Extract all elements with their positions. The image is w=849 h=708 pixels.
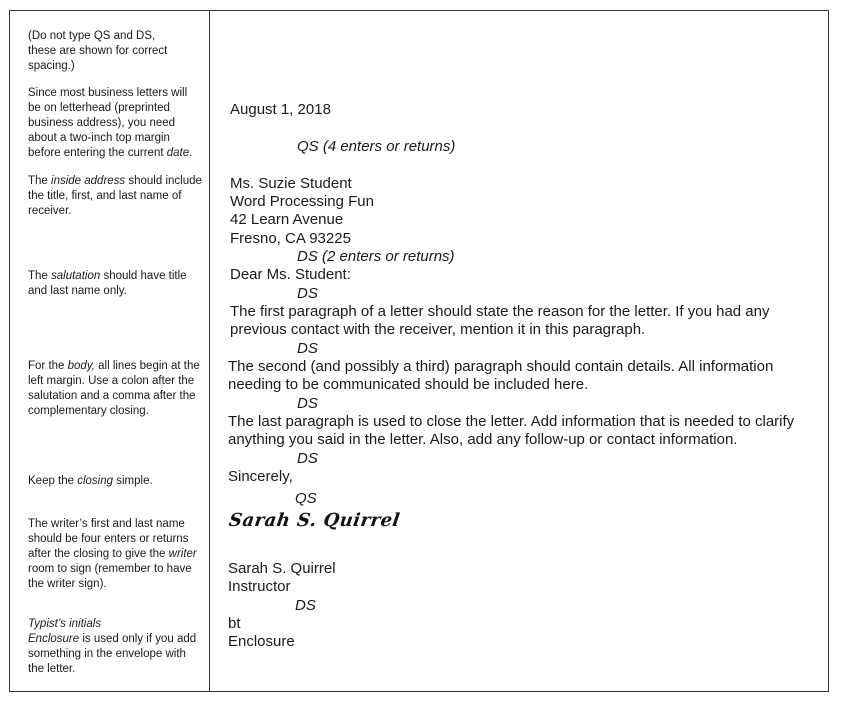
inside-address-company: Word Processing Fun [230,193,374,210]
note-body-emphasis: body, [67,360,95,372]
note-salutation-emphasis: salutation [51,270,101,282]
note-closing-text: simple. [113,475,153,487]
note-closing-emphasis: closing [77,475,114,487]
note-body-text: all lines begin at the left margin. Use a colon after the salutation and a comma after the complementary closing. [28,360,200,417]
spacing-ds-1: DS [297,285,318,302]
note-spacing-text: (Do not type QS and DS, these are shown for correct spacing.) [28,30,168,72]
note-writer-emphasis: writer [168,548,197,560]
note-inside-address-emphasis: inside address [51,175,126,187]
note-initials-enclosure [28,617,198,677]
note-date-emphasis: date [166,147,190,159]
note-salutation [28,269,200,299]
note-body [28,359,200,419]
note-writer-text: room to sign (remember to have the writer sign). [28,563,192,590]
note-closing [28,474,200,489]
body-paragraph-2: The second (and possibly a third) paragraph should contain details. All information needing to be communicated should be included here. [228,358,774,393]
writer-title: Instructor [228,578,291,595]
spacing-qs-closing: QS [295,490,317,507]
spacing-ds-4: DS [297,450,318,467]
note-enclosure-text: is used only if you add something in the envelope with the letter. [28,633,197,675]
writer-name: Sarah S. Quirrel [228,560,336,577]
inside-address-city: Fresno, CA 93225 [230,230,351,247]
letter-date: August 1, 2018 [230,101,331,118]
inside-address-name: Ms. Suzie Student [230,175,352,192]
spacing-ds-address: DS (2 enters or returns) [297,248,455,265]
spacing-ds-2: DS [297,340,318,357]
body-paragraph-1: The first paragraph of a letter should state the reason for the letter. If you had any previous contact with the receiver, mention it in this paragraph. [230,303,770,338]
note-salutation-text: should have title and last name only. [28,270,187,297]
note-date-end: . [189,147,193,159]
body-paragraph-3: The last paragraph is used to close the letter. Add information that is needed to clarify anything you said in the letter. Also, add any follow-up or contact information. [228,413,795,448]
note-initials-label: Typist’s initials [28,618,102,630]
note-inside-address-text: should include the title, first, and last name of receiver. [28,175,202,217]
note-writer [28,517,198,592]
column-divider [209,10,210,692]
note-writer-pre: The writer’s first and last name should be four enters or returns after the closing to give the [28,518,189,560]
spacing-ds-3: DS [297,395,318,412]
inside-address-street: 42 Learn Avenue [230,211,344,228]
note-inside-address [28,174,208,219]
spacing-ds-5: DS [295,597,316,614]
note-closing-pre: Keep the [28,475,78,487]
note-salutation-pre: The [28,270,52,282]
note-body-pre: For the [28,360,68,372]
enclosure-notation: Enclosure [228,633,295,650]
spacing-qs-date: QS (4 enters or returns) [297,138,456,155]
typist-initials: bt [228,615,241,632]
note-enclosure-label: Enclosure [28,633,80,645]
note-date [28,86,200,161]
handwritten-signature: Sarah S. Quirrel [227,510,402,531]
note-date-text: Since most business letters will be on letterhead (preprinted business address), you need about a two-inch top margin before entering the current [28,87,188,159]
note-spacing [28,29,168,74]
note-inside-address-pre: The [28,175,52,187]
complimentary-closing: Sincerely, [228,468,293,485]
salutation: Dear Ms. Student: [230,266,351,283]
